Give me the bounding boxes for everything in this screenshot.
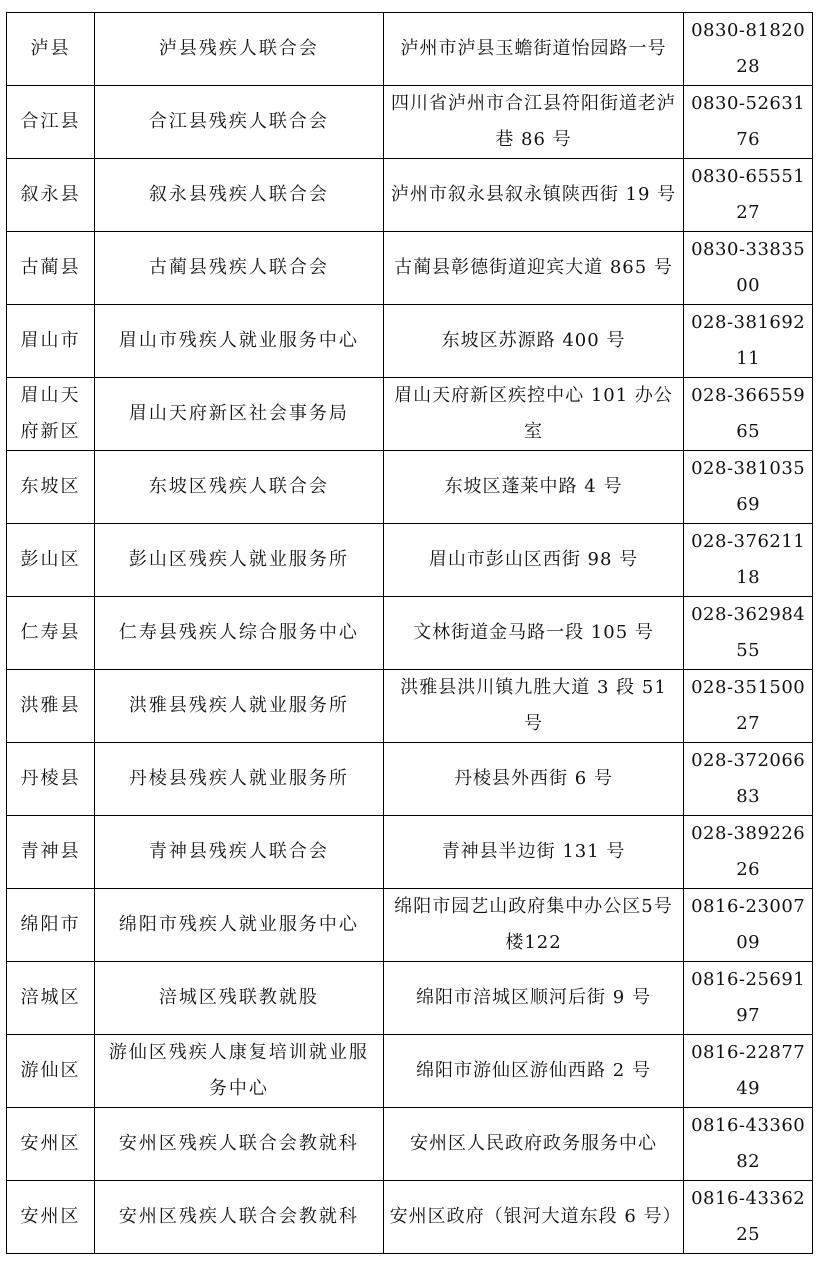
organization-cell: 洪雅县残疾人就业服务所 bbox=[95, 670, 384, 743]
table-row bbox=[7, 232, 813, 305]
address-cell: 眉山市彭山区西街 98 号 bbox=[383, 524, 684, 597]
phone-cell: 0816-2300709 bbox=[684, 889, 813, 962]
table-row bbox=[7, 597, 813, 670]
address-cell: 古蔺县彰德街道迎宾大道 865 号 bbox=[383, 232, 684, 305]
organization-cell: 仁寿县残疾人综合服务中心 bbox=[95, 597, 384, 670]
phone-cell: 0816-4336225 bbox=[684, 1181, 813, 1254]
address-cell: 文林街道金马路一段 105 号 bbox=[383, 597, 684, 670]
address-cell: 泸州市泸县玉蟾街道怡园路一号 bbox=[383, 13, 684, 86]
address-cell: 东坡区蓬莱中路 4 号 bbox=[383, 451, 684, 524]
phone-cell: 0816-2287749 bbox=[684, 1035, 813, 1108]
organization-cell: 安州区残疾人联合会教就科 bbox=[95, 1181, 384, 1254]
county-cell: 绵阳市 bbox=[7, 889, 95, 962]
county-cell: 涪城区 bbox=[7, 962, 95, 1035]
address-cell: 绵阳市游仙区游仙西路 2 号 bbox=[383, 1035, 684, 1108]
phone-cell: 0816-4336082 bbox=[684, 1108, 813, 1181]
table-row bbox=[7, 743, 813, 816]
county-cell: 仁寿县 bbox=[7, 597, 95, 670]
county-cell: 丹棱县 bbox=[7, 743, 95, 816]
contact-table bbox=[6, 12, 813, 1254]
phone-cell: 0830-6555127 bbox=[684, 159, 813, 232]
address-cell: 四川省泸州市合江县符阳街道老泸巷 86 号 bbox=[383, 86, 684, 159]
phone-cell: 0816-2569197 bbox=[684, 962, 813, 1035]
phone-cell: 028-35150027 bbox=[684, 670, 813, 743]
county-cell: 泸县 bbox=[7, 13, 95, 86]
county-cell: 洪雅县 bbox=[7, 670, 95, 743]
organization-cell: 游仙区残疾人康复培训就业服务中心 bbox=[95, 1035, 384, 1108]
county-cell: 眉山天府新区 bbox=[7, 378, 95, 451]
table-row bbox=[7, 889, 813, 962]
organization-cell: 泸县残疾人联合会 bbox=[95, 13, 384, 86]
county-cell: 青神县 bbox=[7, 816, 95, 889]
organization-cell: 东坡区残疾人联合会 bbox=[95, 451, 384, 524]
address-cell: 丹棱县外西街 6 号 bbox=[383, 743, 684, 816]
phone-cell: 028-37206683 bbox=[684, 743, 813, 816]
contact-table-body bbox=[7, 13, 813, 1254]
county-cell: 眉山市 bbox=[7, 305, 95, 378]
phone-cell: 028-37621118 bbox=[684, 524, 813, 597]
address-cell: 安州区人民政府政务服务中心 bbox=[383, 1108, 684, 1181]
table-row bbox=[7, 13, 813, 86]
table-row bbox=[7, 159, 813, 232]
county-cell: 安州区 bbox=[7, 1108, 95, 1181]
county-cell: 游仙区 bbox=[7, 1035, 95, 1108]
organization-cell: 叙永县残疾人联合会 bbox=[95, 159, 384, 232]
phone-cell: 0830-5263176 bbox=[684, 86, 813, 159]
phone-cell: 028-38169211 bbox=[684, 305, 813, 378]
phone-cell: 028-36655965 bbox=[684, 378, 813, 451]
table-row bbox=[7, 962, 813, 1035]
table-row bbox=[7, 86, 813, 159]
address-cell: 绵阳市涪城区顺河后街 9 号 bbox=[383, 962, 684, 1035]
organization-cell: 眉山天府新区社会事务局 bbox=[95, 378, 384, 451]
phone-cell: 028-38103569 bbox=[684, 451, 813, 524]
county-cell: 彭山区 bbox=[7, 524, 95, 597]
organization-cell: 古蔺县残疾人联合会 bbox=[95, 232, 384, 305]
table-row bbox=[7, 305, 813, 378]
county-cell: 安州区 bbox=[7, 1181, 95, 1254]
phone-cell: 028-36298455 bbox=[684, 597, 813, 670]
phone-cell: 028-38922626 bbox=[684, 816, 813, 889]
table-row bbox=[7, 1108, 813, 1181]
address-cell: 洪雅县洪川镇九胜大道 3 段 51 号 bbox=[383, 670, 684, 743]
organization-cell: 彭山区残疾人就业服务所 bbox=[95, 524, 384, 597]
county-cell: 东坡区 bbox=[7, 451, 95, 524]
table-row bbox=[7, 816, 813, 889]
table-row bbox=[7, 670, 813, 743]
organization-cell: 眉山市残疾人就业服务中心 bbox=[95, 305, 384, 378]
organization-cell: 安州区残疾人联合会教就科 bbox=[95, 1108, 384, 1181]
table-row bbox=[7, 524, 813, 597]
county-cell: 合江县 bbox=[7, 86, 95, 159]
table-row bbox=[7, 378, 813, 451]
address-cell: 东坡区苏源路 400 号 bbox=[383, 305, 684, 378]
organization-cell: 合江县残疾人联合会 bbox=[95, 86, 384, 159]
organization-cell: 涪城区残联教就股 bbox=[95, 962, 384, 1035]
table-row bbox=[7, 1035, 813, 1108]
county-cell: 古蔺县 bbox=[7, 232, 95, 305]
organization-cell: 绵阳市残疾人就业服务中心 bbox=[95, 889, 384, 962]
organization-cell: 丹棱县残疾人就业服务所 bbox=[95, 743, 384, 816]
address-cell: 绵阳市园艺山政府集中办公区5号楼122 bbox=[383, 889, 684, 962]
phone-cell: 0830-3383500 bbox=[684, 232, 813, 305]
county-cell: 叙永县 bbox=[7, 159, 95, 232]
organization-cell: 青神县残疾人联合会 bbox=[95, 816, 384, 889]
address-cell: 青神县半边街 131 号 bbox=[383, 816, 684, 889]
table-row bbox=[7, 451, 813, 524]
table-row bbox=[7, 1181, 813, 1254]
address-cell: 眉山天府新区疾控中心 101 办公室 bbox=[383, 378, 684, 451]
phone-cell: 0830-8182028 bbox=[684, 13, 813, 86]
address-cell: 泸州市叙永县叙永镇陕西街 19 号 bbox=[383, 159, 684, 232]
address-cell: 安州区政府（银河大道东段 6 号） bbox=[383, 1181, 684, 1254]
